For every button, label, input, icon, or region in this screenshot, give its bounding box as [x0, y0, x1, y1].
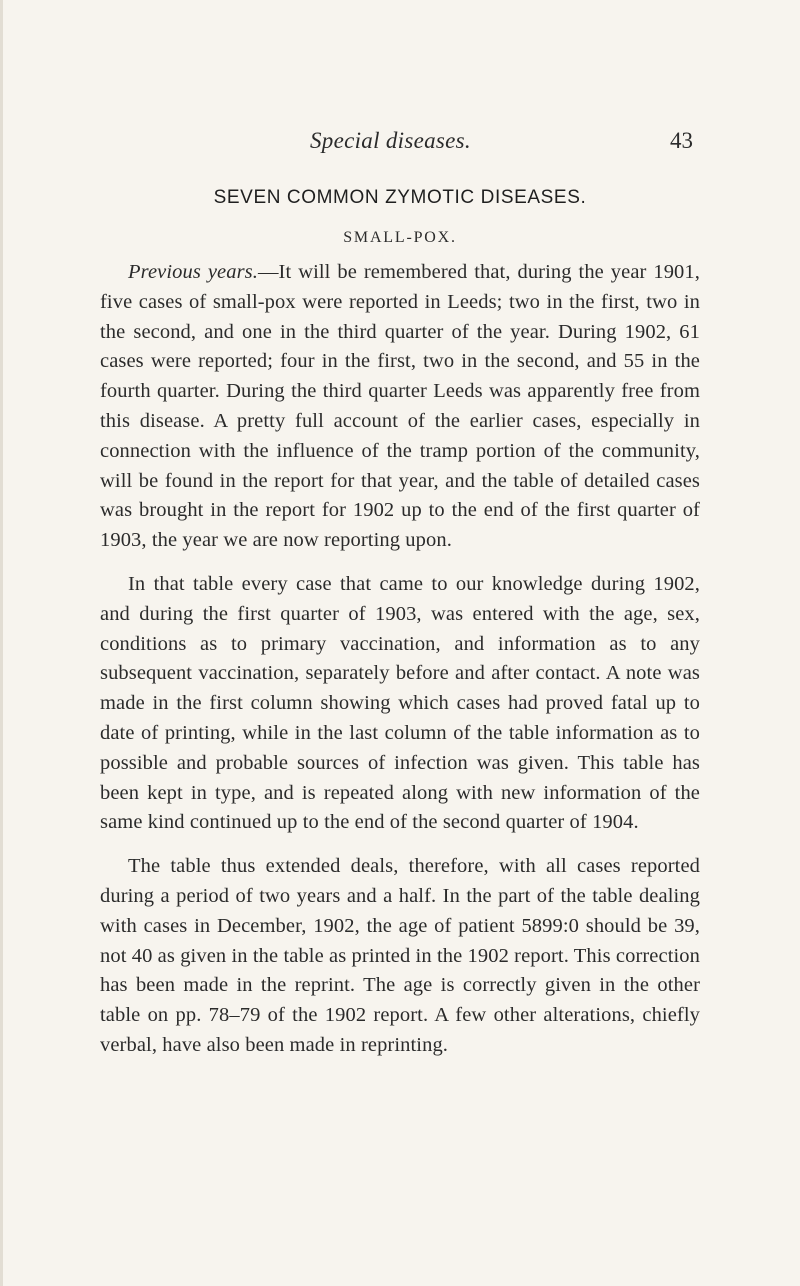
section-heading: SEVEN COMMON ZYMOTIC DISEASES.: [213, 187, 587, 208]
sub-heading: SMALL-POX.: [343, 229, 457, 246]
paragraph-table-extension: The table thus extended deals, therefore, with all cases reported during a period of two years and a half. In the part of the table dealing with cases in December, 1902, the age of patient 5899:0 should be 39, not 40 as given in the table as printed in the 1902 report. This correction has been made in the reprint. The age is correctly given in the other table on pp. 78–79 of the 1902 report. A few other alterations, chiefly verbal, have also been made in reprinting.: [100, 855, 700, 1056]
running-title: Special diseases.: [310, 128, 471, 153]
paragraph-previous-years: [100, 258, 700, 556]
paragraph-text: —It will be remembered that, during the year 1901, five cases of small-pox were reported in Leeds; two in the first, two in the second, and one in the third quarter of the year. During 1902, 61 cases were reported; four in the first, two in the second, and 55 in the fourth quarter. During the third quarter Leeds was apparently free from this disease. A pretty full account of the earlier cases, especially in connection with the influence of the tramp portion of the community, will be found in the report for that year, and the table of detailed cases was brought in the report for 1902 up to the end of the first quarter of 1903, the year we are now reporting upon.: [100, 261, 700, 552]
paragraph-table-description: In that table every case that came to our knowledge during 1902, and during the first quarter of 1903, was entered with the age, sex, conditions as to primary vaccination, and information as to any subsequent vaccination, separately before and after contact. A note was made in the first column showing which cases had proved fatal up to date of printing, while in the last column of the table information as to possible and probable sources of infection was given. This table has been kept in type, and is repeated along with new information of the same kind continued up to the end of the second quarter of 1904.: [100, 572, 700, 834]
page-number: 43: [670, 128, 693, 153]
paragraph-lead: Previous years.: [128, 261, 258, 283]
running-head: [0, 128, 800, 168]
body-text: [100, 258, 700, 1075]
